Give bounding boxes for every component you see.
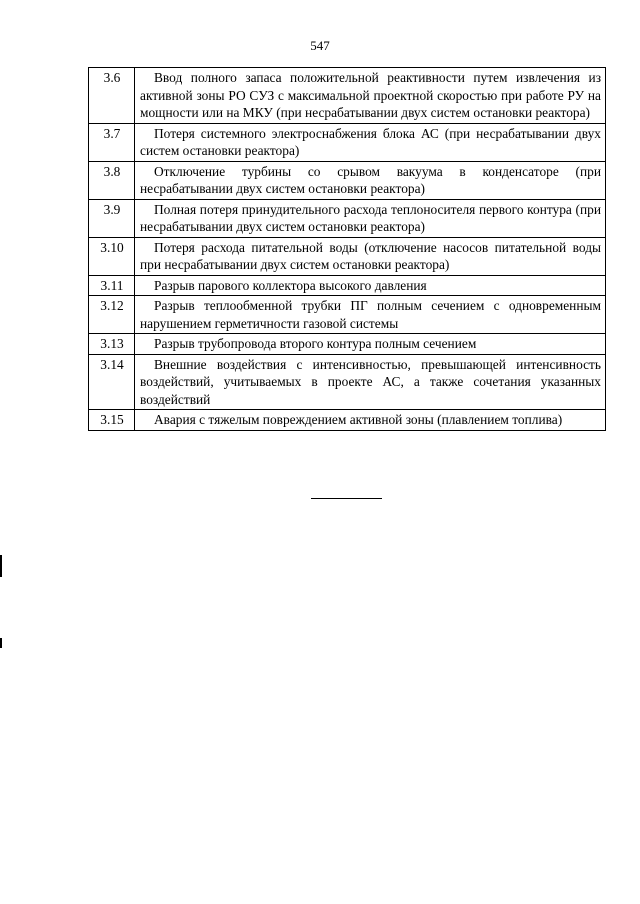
table-row	[89, 161, 606, 199]
row-number: 3.9	[89, 199, 135, 237]
row-description	[135, 161, 606, 199]
table-row	[89, 296, 606, 334]
table-row	[89, 410, 606, 431]
row-number: 3.11	[89, 275, 135, 296]
scan-edge-mark	[0, 638, 2, 648]
row-description	[135, 123, 606, 161]
events-table	[88, 67, 606, 431]
row-description-text: Потеря расхода питательной воды (отключение насосов питательной воды при несрабатывании двух систем остановки реактора)	[140, 239, 601, 272]
row-description-text: Авария с тяжелым повреждением активной зоны (плавлением топлива)	[154, 412, 563, 427]
row-description-text: Разрыв трубопровода второго контура полным сечением	[154, 336, 477, 351]
table-row	[89, 237, 606, 275]
table-row	[89, 68, 606, 124]
table-row	[89, 354, 606, 410]
row-description-text: Потеря системного электроснабжения блока АС (при несрабатывании двух систем остановки реактора)	[140, 125, 601, 158]
row-number: 3.15	[89, 410, 135, 431]
row-description-text: Внешние воздействия с интенсивностью, превышающей интенсивность воздействий, учитываемых в проекте АС, а также сочетания указанных воздействий	[140, 356, 601, 407]
row-description	[135, 410, 606, 431]
table-row	[89, 199, 606, 237]
row-number: 3.8	[89, 161, 135, 199]
row-description	[135, 199, 606, 237]
row-description-text: Разрыв теплообменной трубки ПГ полным сечением с одновременным нарушением герметичности газовой системы	[140, 298, 601, 331]
end-of-section-rule	[311, 498, 382, 499]
row-description-text: Полная потеря принудительного расхода теплоносителя первого контура (при несрабатывании двух систем остановки реактора)	[140, 201, 601, 234]
row-number: 3.6	[89, 68, 135, 124]
row-number: 3.13	[89, 334, 135, 355]
row-description	[135, 334, 606, 355]
row-number: 3.7	[89, 123, 135, 161]
row-description	[135, 275, 606, 296]
scan-edge-mark	[0, 555, 2, 577]
row-description-text: Разрыв парового коллектора высокого давления	[154, 277, 427, 293]
row-description	[135, 68, 606, 124]
table-row	[89, 123, 606, 161]
row-description	[135, 354, 606, 410]
row-description	[135, 237, 606, 275]
row-description	[135, 296, 606, 334]
table-row	[89, 334, 606, 355]
row-description-text: Ввод полного запаса положительной реактивности путем извлечения из активной зоны РО СУЗ с максимальной проектной скоростью при работе РУ на мощности или на МКУ (при несрабатывании двух систем остановки реактора)	[140, 70, 601, 120]
page-number: 547	[310, 38, 330, 53]
row-number: 3.14	[89, 354, 135, 410]
row-number: 3.10	[89, 237, 135, 275]
table-row	[89, 275, 606, 296]
row-description-text: Отключение турбины со срывом вакуума в конденсаторе (при несрабатывании двух систем остановки реактора)	[140, 163, 601, 196]
row-number: 3.12	[89, 296, 135, 334]
